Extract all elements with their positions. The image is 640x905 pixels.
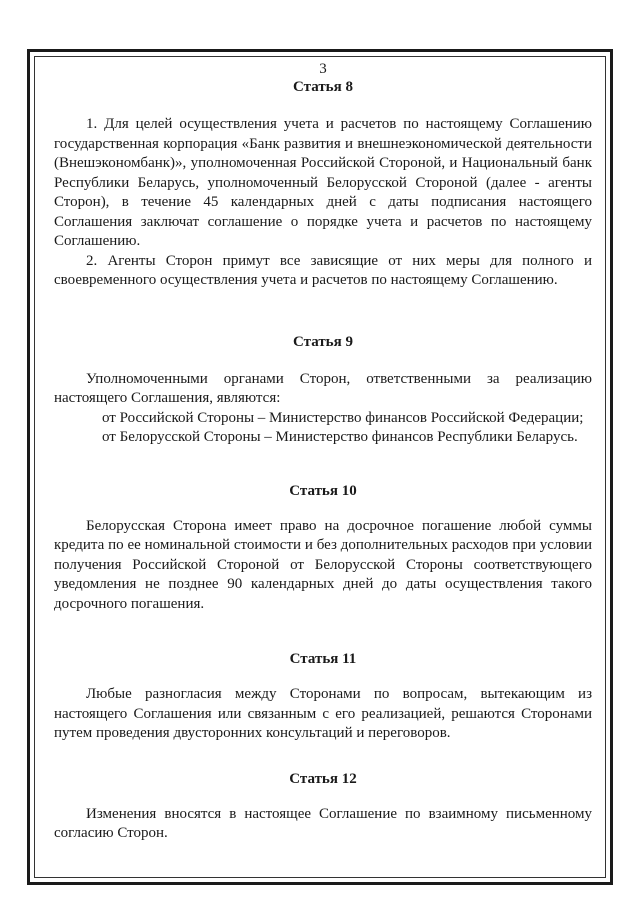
article-9-line-belarus: от Белорусской Стороны – Министерство финансов Республики Беларусь.	[102, 429, 578, 445]
article-8-title: Статья 8	[293, 79, 353, 95]
article-9-line-russia: от Российской Стороны – Министерство финансов Российской Федерации;	[102, 409, 584, 426]
article-11-paragraph-1: Любые разногласия между Сторонами по вопросам, вытекающим из настоящего Соглашения или связанным с его реализацией, решаются Сторонами путем проведения двусторонних консультаций и переговоров.	[54, 686, 592, 741]
article-10-title: Статья 10	[289, 482, 357, 499]
article-11	[54, 650, 592, 744]
article-8	[54, 78, 592, 291]
article-11-title: Статья 11	[289, 651, 357, 667]
page-number: 3	[319, 61, 327, 77]
article-12	[54, 770, 592, 844]
article-10-paragraph-1: Белорусская Сторона имеет право на досрочное погашение любой суммы кредита по ее номинальной стоимости и без дополнительных расходов при условии получения Российской Стороной от Белорусской Стороны соответствующего уведомления не позднее 90 календарных дней до даты осуществления такого досрочного погашения.	[54, 517, 592, 612]
article-12-paragraph-1: Изменения вносятся в настоящее Соглашение по взаимному письменному согласию Сторон.	[54, 805, 592, 841]
document-body	[54, 60, 592, 844]
article-12-title: Статья 12	[289, 770, 357, 787]
article-9	[54, 333, 592, 448]
article-8-paragraph-2: 2. Агенты Сторон примут все зависящие от них меры для полного и своевременного осуществления учета и расчетов по настоящему Соглашению.	[54, 252, 592, 288]
article-9-title: Статья 9	[293, 333, 353, 350]
article-10	[54, 482, 592, 615]
article-8-paragraph-1: 1. Для целей осуществления учета и расчетов по настоящему Соглашению государственная корпорация «Банк развития и внешнеэкономической деятельности (Внешэкономбанк)», уполномоченная Российской Стороной, и Национальный банк Республики Беларусь, уполномоченный Белорусской Стороной (далее - агенты Сторон), в течение 45 календарных дней с даты подписания настоящего Соглашения заключат соглашение о порядке учета и расчетов по настоящему Соглашению.	[54, 116, 592, 249]
article-9-paragraph-1: Уполномоченными органами Сторон, ответственными за реализацию настоящего Соглашения, являются:	[54, 370, 592, 406]
